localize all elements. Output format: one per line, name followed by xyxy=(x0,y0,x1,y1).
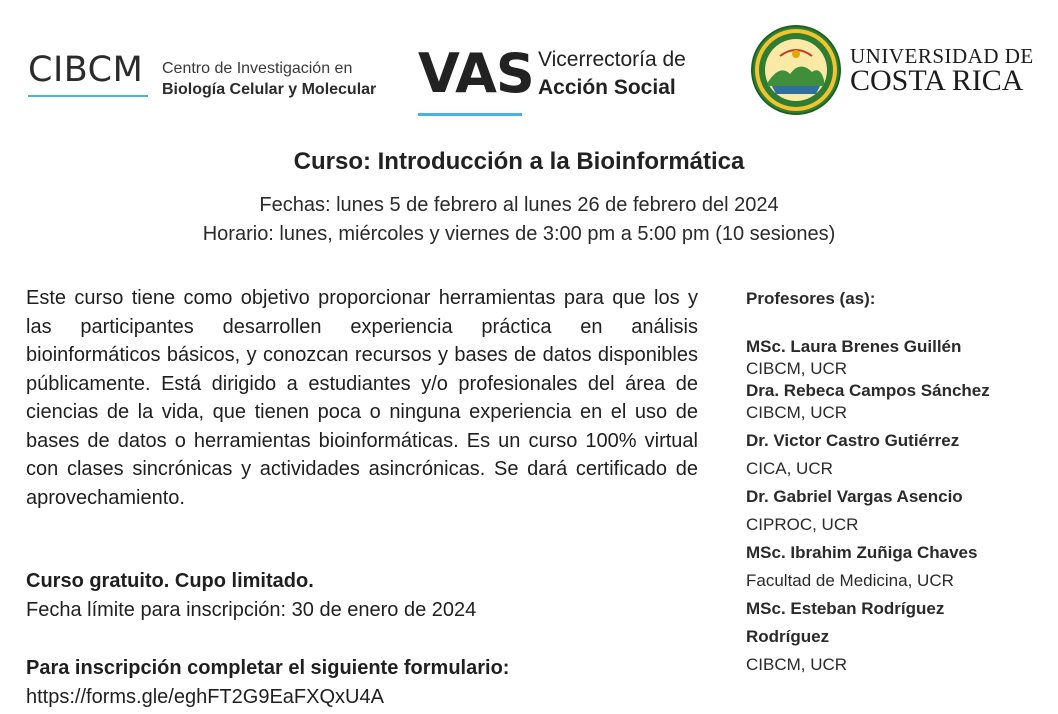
free-course-note: Curso gratuito. Cupo limitado. xyxy=(26,570,314,592)
registration-form-link[interactable]: https://forms.gle/eghFT2G9EaFXQxU4A xyxy=(26,686,384,708)
vas-name-line1: Vicerrectoría de xyxy=(538,48,686,71)
course-schedule: Horario: lunes, miércoles y viernes de 3:00 pm a 5:00 pm (10 sesiones) xyxy=(202,223,836,245)
professor-item xyxy=(746,380,1046,424)
professors-list xyxy=(746,336,1046,676)
cibcm-acronym: CIBCM xyxy=(28,50,144,90)
course-title: Curso: Introducción a la Bioinformática xyxy=(293,148,745,175)
course-dates: Fechas: lunes 5 de febrero al lunes 26 de febrero del 2024 xyxy=(259,194,779,216)
professor-name: MSc. Ibrahim Zuñiga Chaves xyxy=(746,543,978,562)
professor-name-continued: Rodríguez xyxy=(746,627,830,646)
professor-affiliation: CIBCM, UCR xyxy=(746,655,848,674)
professors-heading: Profesores (as): xyxy=(746,289,876,308)
professor-affiliation: CIBCM, UCR xyxy=(746,403,848,422)
registration-deadline: Fecha límite para inscripción: 30 de enero de 2024 xyxy=(26,599,477,621)
cibcm-name-line2: Biología Celular y Molecular xyxy=(162,81,377,98)
professor-affiliation: CIBCM, UCR xyxy=(746,359,848,378)
professor-name: Dra. Rebeca Campos Sánchez xyxy=(746,381,990,400)
cibcm-underline xyxy=(28,95,148,97)
professor-item xyxy=(746,430,1046,480)
vas-name-line2: Acción Social xyxy=(538,76,676,99)
vas-underline xyxy=(418,113,522,116)
professor-affiliation: Facultad de Medicina, UCR xyxy=(746,571,954,590)
professor-affiliation: CICA, UCR xyxy=(746,459,833,478)
vas-logo xyxy=(418,42,718,122)
professor-item xyxy=(746,598,1046,676)
ucr-name-line1: UNIVERSIDAD DE xyxy=(850,44,1034,68)
registration-form-heading: Para inscripción completar el siguiente formulario: xyxy=(26,657,510,679)
professor-name: MSc. Esteban Rodríguez xyxy=(746,599,945,618)
cibcm-logo xyxy=(28,48,388,118)
professor-name: MSc. Laura Brenes Guillén xyxy=(746,337,962,356)
ucr-name-line2: COSTA RICA xyxy=(850,64,1024,97)
ucr-wordmark xyxy=(850,45,1050,95)
professor-item xyxy=(746,336,1046,380)
professor-affiliation: CIPROC, UCR xyxy=(746,515,859,534)
professor-item xyxy=(746,486,1046,536)
professor-name: Dr. Gabriel Vargas Asencio xyxy=(746,487,963,506)
professor-name: Dr. Victor Castro Gutiérrez xyxy=(746,431,960,450)
ucr-seal-icon xyxy=(750,24,842,116)
course-description: Este curso tiene como objetivo proporcionar herramientas para que los y las participantes desarrollen experiencia práctica en análisis bioinformáticos básicos, y conozcan recursos y bases de datos disponibles públicamente. Está dirigido a estudiantes y/o profesionales del área de ciencias de la vida, que tienen poca o ninguna experiencia en el uso de bases de datos o herramientas bioinformáticas. Es un curso 100% virtual con clases sincrónicas y actividades asincrónicas. Se dará certificado de aprovechamiento. xyxy=(26,287,698,509)
professor-item xyxy=(746,542,1046,592)
vas-acronym: VAS xyxy=(418,42,534,105)
cibcm-name-line1: Centro de Investigación en xyxy=(162,60,353,77)
